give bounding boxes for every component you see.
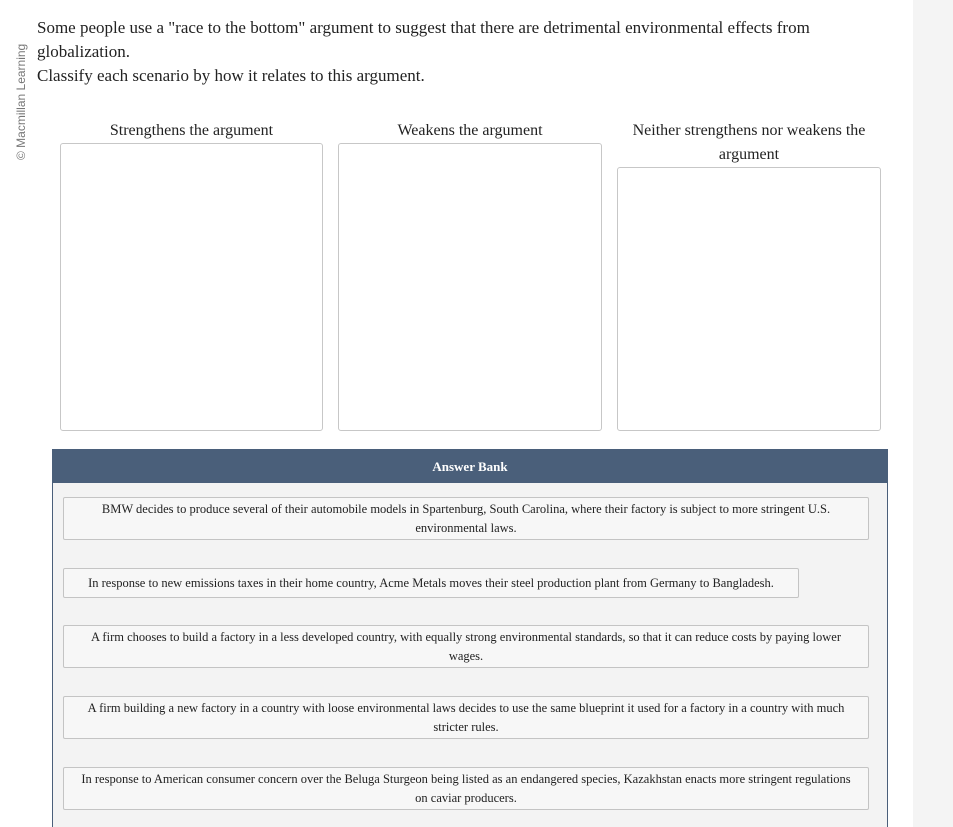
- answer-bank-title: Answer Bank: [53, 450, 887, 483]
- drop-zone-neither[interactable]: [617, 167, 881, 431]
- column-header-strengthens: Strengthens the argument: [109, 122, 274, 139]
- answer-card-acme-metals[interactable]: In response to new emissions taxes in their home country, Acme Metals moves their steel production plant from Germany to Bangladesh.: [63, 568, 799, 598]
- answer-card-kazakhstan[interactable]: In response to American consumer concern over the Beluga Sturgeon being listed as an endangered species, Kazakhstan enacts more stringent regulations on caviar producers.: [63, 767, 869, 810]
- drop-zone-strengthens[interactable]: [60, 143, 323, 431]
- question-prompt: [37, 16, 907, 88]
- prompt-line-1: Some people use a "race to the bottom" argument to suggest that there are detrimental environmental effects from globalization.: [37, 18, 810, 61]
- answer-bank: [52, 449, 888, 827]
- answer-card-bmw[interactable]: BMW decides to produce several of their automobile models in Spartenburg, South Carolina, where their factory is subject to more stringent U.S. environmental laws.: [63, 497, 869, 540]
- drop-zone-weakens[interactable]: [338, 143, 602, 431]
- column-header-neither: Neither strengthens nor weakens the argument: [632, 122, 866, 163]
- copyright-credit: © Macmillan Learning: [14, 43, 28, 160]
- answer-card-same-blueprint[interactable]: A firm building a new factory in a country with loose environmental laws decides to use the same blueprint it used for a factory in a country with much stricter rules.: [63, 696, 869, 739]
- column-header-weakens: Weakens the argument: [397, 122, 543, 139]
- answer-card-lower-wages[interactable]: A firm chooses to build a factory in a less developed country, with equally strong environmental standards, so that it can reduce costs by paying lower wages.: [63, 625, 869, 668]
- prompt-line-2: Classify each scenario by how it relates to this argument.: [37, 66, 425, 85]
